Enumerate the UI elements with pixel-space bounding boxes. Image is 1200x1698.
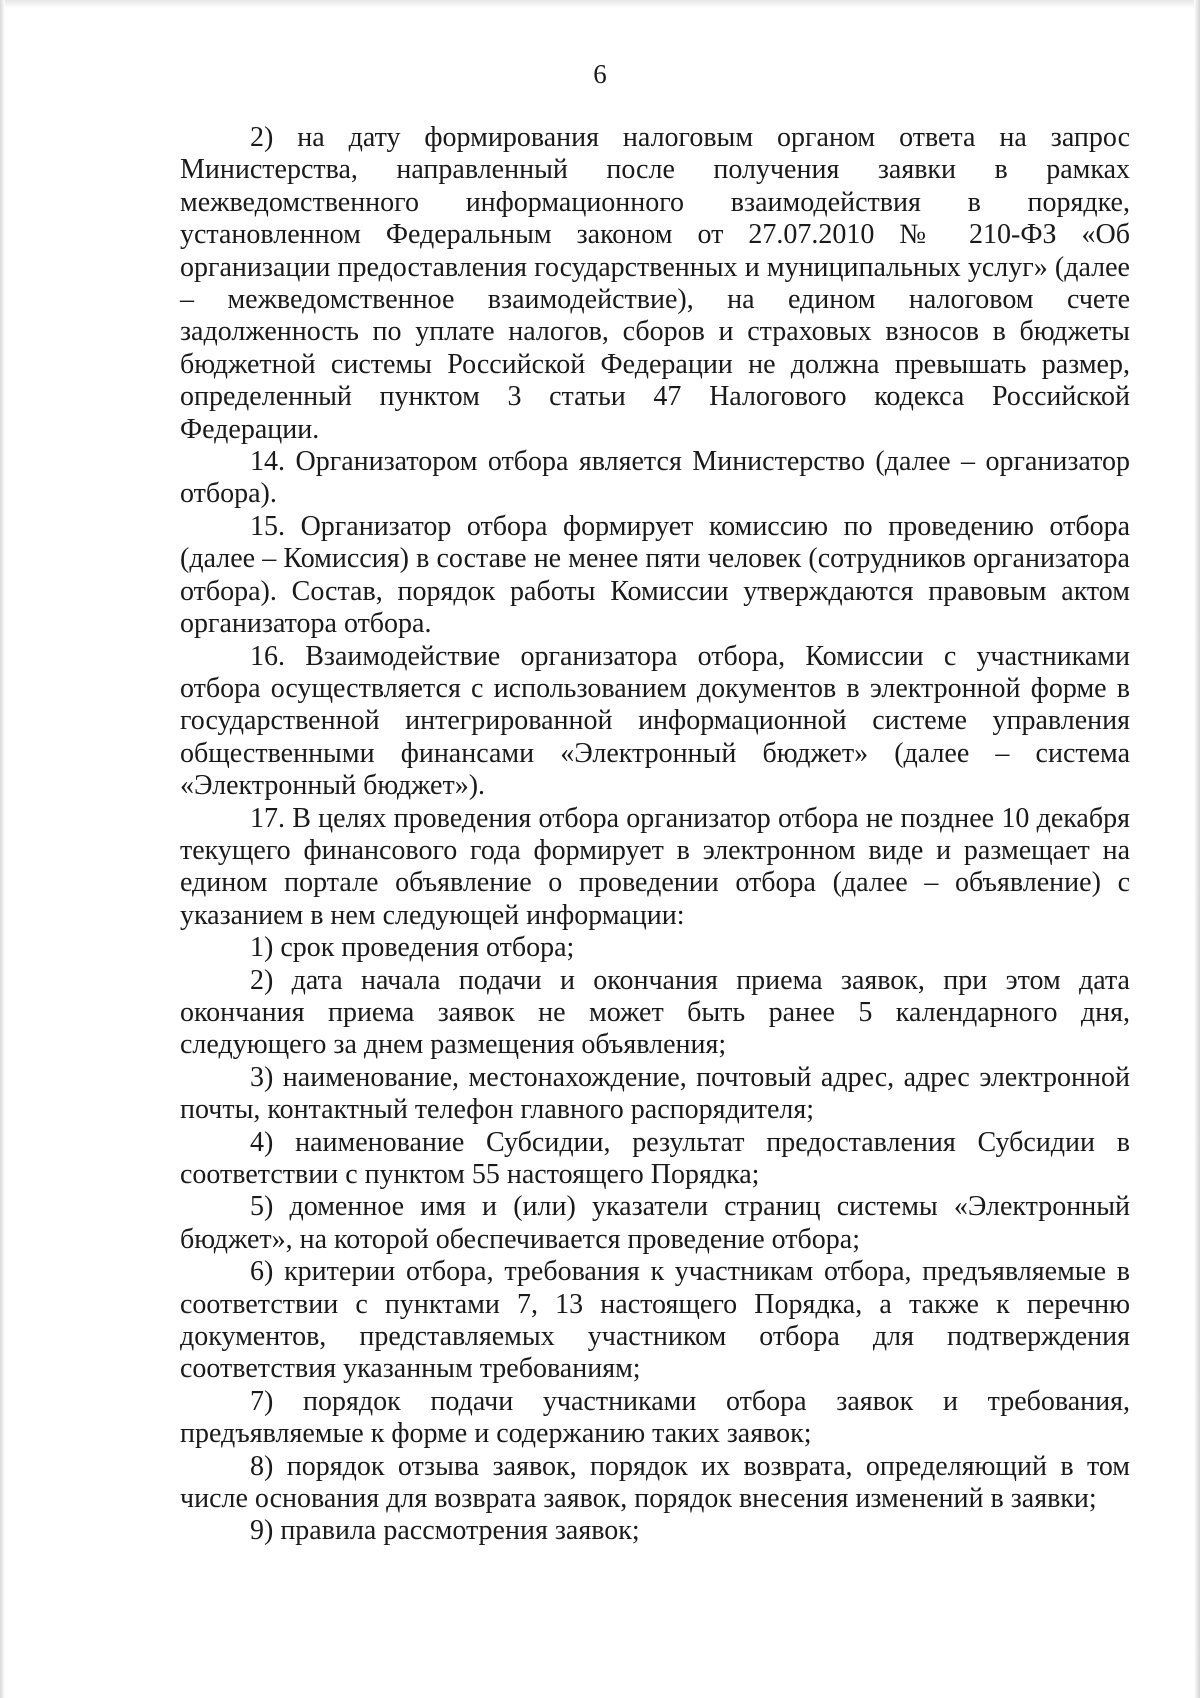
- list-item-7: 7) порядок подачи участниками отбора заявок и требования, предъявляемые к форме и содержанию таких заявок;: [180, 1385, 1130, 1450]
- list-item-2: 2) дата начала подачи и окончания приема заявок, при этом дата окончания приема заявок не может быть ранее 5 календарного дня, следующего за днем размещения объявления;: [180, 964, 1130, 1061]
- list-item-3: 3) наименование, местонахождение, почтовый адрес, адрес электронной почты, контактный телефон главного распорядителя;: [180, 1061, 1130, 1126]
- paragraph-clause-14: 14. Организатором отбора является Министерство (далее – организатор отбора).: [180, 446, 1130, 510]
- scan-edge-right: [1194, 0, 1200, 1698]
- scan-edge-top: [0, 0, 1200, 8]
- scan-edge-left: [0, 0, 5, 1698]
- paragraph-item-2-tax-debt: 2) на дату формирования налоговым органом ответа на запрос Министерства, направленный после получения заявки в рамках межведомственного информационного взаимодействия в порядке, установленном Федеральным законом от 27.07.2010 № 210-ФЗ «Об организации предоставления государственных и муниципальных услуг» (далее – межведомственное взаимодействие), на едином налоговом счете задолженность по уплате налогов, сборов и страховых взносов в бюджеты бюджетной системы Российской Федерации не должна превышать размер, определенный пунктом 3 статьи 47 Налогового кодекса Российской Федерации.: [180, 122, 1130, 445]
- list-item-8: 8) порядок отзыва заявок, порядок их возврата, определяющий в том числе основания для возврата заявок, порядок внесения изменений в заявки;: [180, 1450, 1130, 1515]
- paragraph-clause-17: 17. В целях проведения отбора организатор отбора не позднее 10 декабря текущего финансового года формирует в электронном виде и размещает на едином портале объявление о проведении отбора (далее – объявление) с указанием в нем следующей информации:: [180, 802, 1130, 931]
- list-item-4: 4) наименование Субсидии, результат предоставления Субсидии в соответствии с пунктом 55 настоящего Порядка;: [180, 1126, 1130, 1190]
- list-item-5: 5) доменное имя и (или) указатели страниц системы «Электронный бюджет», на которой обеспечивается проведение отбора;: [180, 1191, 1130, 1255]
- list-item-1: 1) срок проведения отбора;: [250, 932, 575, 964]
- document-body: [180, 122, 1130, 1548]
- paragraph-clause-15: 15. Организатор отбора формирует комиссию по проведению отбора (далее – Комиссия) в составе не менее пяти человек (сотрудников организатора отбора). Состав, порядок работы Комиссии утверждаются правовым актом организатора отбора.: [180, 510, 1130, 640]
- list-item-6: 6) критерии отбора, требования к участникам отбора, предъявляемые в соответствии с пунктами 7, 13 настоящего Порядка, а также к перечню документов, представляемых участником отбора для подтверждения соответствия указанным требованиям;: [180, 1256, 1130, 1385]
- list-item-9: 9) правила рассмотрения заявок;: [250, 1515, 640, 1547]
- page-number: 6: [593, 59, 607, 89]
- paragraph-clause-16: 16. Взаимодействие организатора отбора, Комиссии с участниками отбора осуществляется с использованием документов в электронной форме в государственной интегрированной информационной системе управления общественными финансами «Электронный бюджет» (далее – система «Электронный бюджет»).: [180, 640, 1130, 802]
